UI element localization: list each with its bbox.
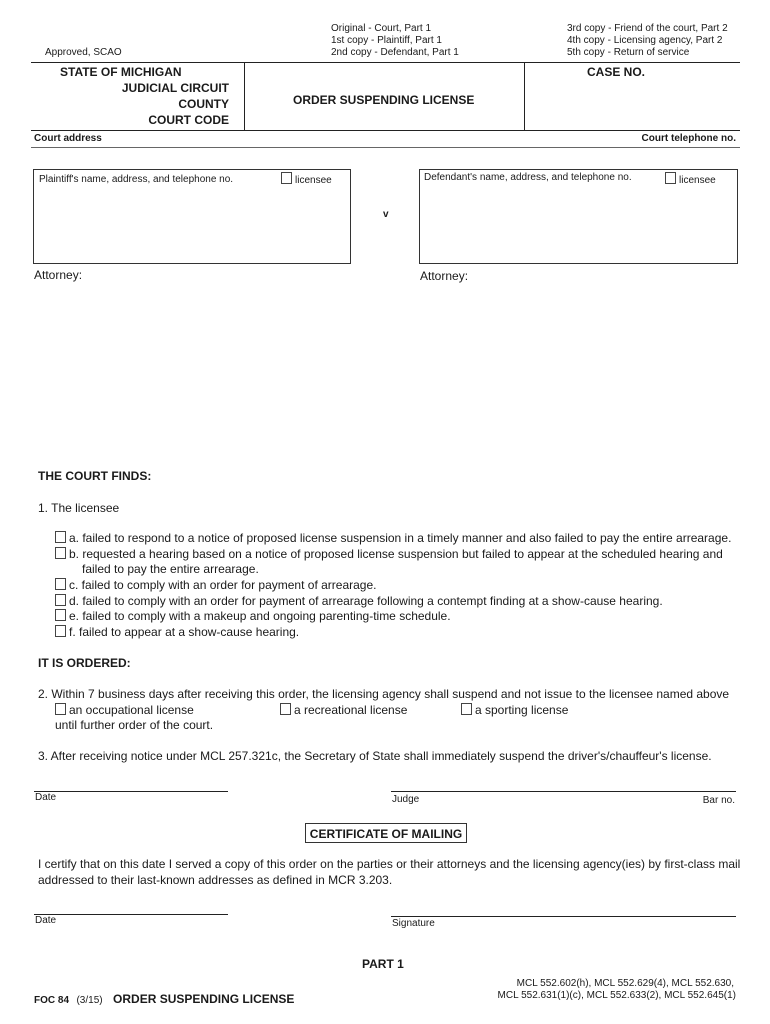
plaintiff-licensee-checkbox[interactable]: licensee <box>281 172 332 187</box>
court-address-field[interactable]: Court address <box>34 133 102 144</box>
finding-option-b[interactable]: b. requested a hearing based on a notice of proposed license suspension but failed to appear at the scheduled hearing and <box>55 547 723 561</box>
finding-option-d[interactable]: d. failed to comply with an order for payment of arrearage following a contempt finding at a show-cause hearing. <box>55 594 663 608</box>
footer-title: ORDER SUSPENDING LICENSE <box>113 992 295 1006</box>
plaintiff-attorney-field[interactable]: Attorney: <box>34 268 83 282</box>
certificate-text-1: I certify that on this date I served a copy of this order on the parties or their attorneys and the licensing agency(ies) by first-class mail <box>38 857 741 871</box>
finding-item-1: 1. The licensee <box>38 501 120 515</box>
copy-line: 2nd copy - Defendant, Part 1 <box>331 47 459 58</box>
court-phone-field[interactable]: Court telephone no. <box>641 133 736 144</box>
checkbox-icon <box>55 531 66 543</box>
form-title: ORDER SUSPENDING LICENSE <box>293 93 475 107</box>
defendant-label: Defendant's name, address, and telephone no. <box>424 172 632 183</box>
case-no-field[interactable]: CASE NO. <box>587 65 646 79</box>
copy-line: Original - Court, Part 1 <box>331 23 432 34</box>
signature-field[interactable]: Signature <box>392 918 435 929</box>
checkbox-icon <box>55 594 66 606</box>
certificate-text-2: addressed to their last-known addresses as defined in MCR 3.203. <box>38 873 393 887</box>
copy-line: 1st copy - Plaintiff, Part 1 <box>331 35 442 46</box>
finding-option-b-cont: failed to pay the entire arrearage. <box>82 562 259 576</box>
date-field[interactable]: Date <box>35 792 57 803</box>
copy-line: 3rd copy - Friend of the court, Part 2 <box>567 23 728 34</box>
checkbox-icon <box>55 547 66 559</box>
checkbox-icon <box>281 172 292 184</box>
circuit-label: JUDICIAL CIRCUIT <box>121 81 229 95</box>
recreational-license-checkbox[interactable]: a recreational license <box>280 703 407 717</box>
versus-label: v <box>383 209 389 220</box>
checkbox-icon <box>665 172 676 184</box>
copy-line: 4th copy - Licensing agency, Part 2 <box>567 35 723 46</box>
bar-no-field[interactable]: Bar no. <box>702 795 735 806</box>
order-item-2: 2. Within 7 business days after receiving this order, the licensing agency shall suspend and not issue to the licensee named above <box>38 687 730 701</box>
finding-option-c[interactable]: c. failed to comply with an order for payment of arrearage. <box>55 578 376 592</box>
checkbox-icon <box>55 609 66 621</box>
finding-option-a[interactable]: a. failed to respond to a notice of proposed license suspension in a timely manner and also failed to pay the entire arrearage. <box>55 531 731 545</box>
occupational-license-checkbox[interactable]: an occupational license <box>55 703 194 717</box>
order-item-2-end: until further order of the court. <box>55 718 214 732</box>
copy-line: 5th copy - Return of service <box>567 47 690 58</box>
plaintiff-label: Plaintiff's name, address, and telephone no. <box>39 174 234 185</box>
certificate-title: CERTIFICATE OF MAILING <box>309 827 463 841</box>
form-revision: (3/15) <box>76 995 103 1006</box>
date-field-2[interactable]: Date <box>35 915 57 926</box>
state-label: STATE OF MICHIGAN <box>60 65 182 79</box>
copy-distribution-right <box>567 23 728 59</box>
mcl-citation-2: MCL 552.631(1)(c), MCL 552.633(2), MCL 552.645(1) <box>497 990 736 1001</box>
checkbox-icon <box>461 703 472 715</box>
form-number: FOC 84 <box>34 995 70 1006</box>
copy-distribution-left <box>331 23 459 59</box>
court-code-label: COURT CODE <box>148 113 229 127</box>
defendant-attorney-field[interactable]: Attorney: <box>420 269 469 283</box>
checkbox-icon <box>55 625 66 637</box>
finding-option-e[interactable]: e. failed to comply with a makeup and ongoing parenting-time schedule. <box>55 609 451 623</box>
judge-signature-field[interactable]: Judge <box>392 794 420 805</box>
checkbox-icon <box>55 578 66 590</box>
sporting-license-checkbox[interactable]: a sporting license <box>461 703 568 717</box>
order-item-3: 3. After receiving notice under MCL 257.321c, the Secretary of State shall immediately suspend the driver's/chauffeur's license. <box>38 749 712 763</box>
county-label: COUNTY <box>178 97 229 111</box>
mcl-citation-1: MCL 552.602(h), MCL 552.629(4), MCL 552.630, <box>516 978 734 989</box>
court-finds-heading: THE COURT FINDS: <box>38 469 152 483</box>
defendant-licensee-checkbox[interactable]: licensee <box>665 172 716 187</box>
finding-option-f[interactable]: f. failed to appear at a show-cause hearing. <box>55 625 299 639</box>
it-is-ordered-heading: IT IS ORDERED: <box>38 656 131 670</box>
checkbox-icon <box>280 703 291 715</box>
part-label: PART 1 <box>362 957 404 971</box>
checkbox-icon <box>55 703 66 715</box>
approved-text: Approved, SCAO <box>45 47 122 58</box>
